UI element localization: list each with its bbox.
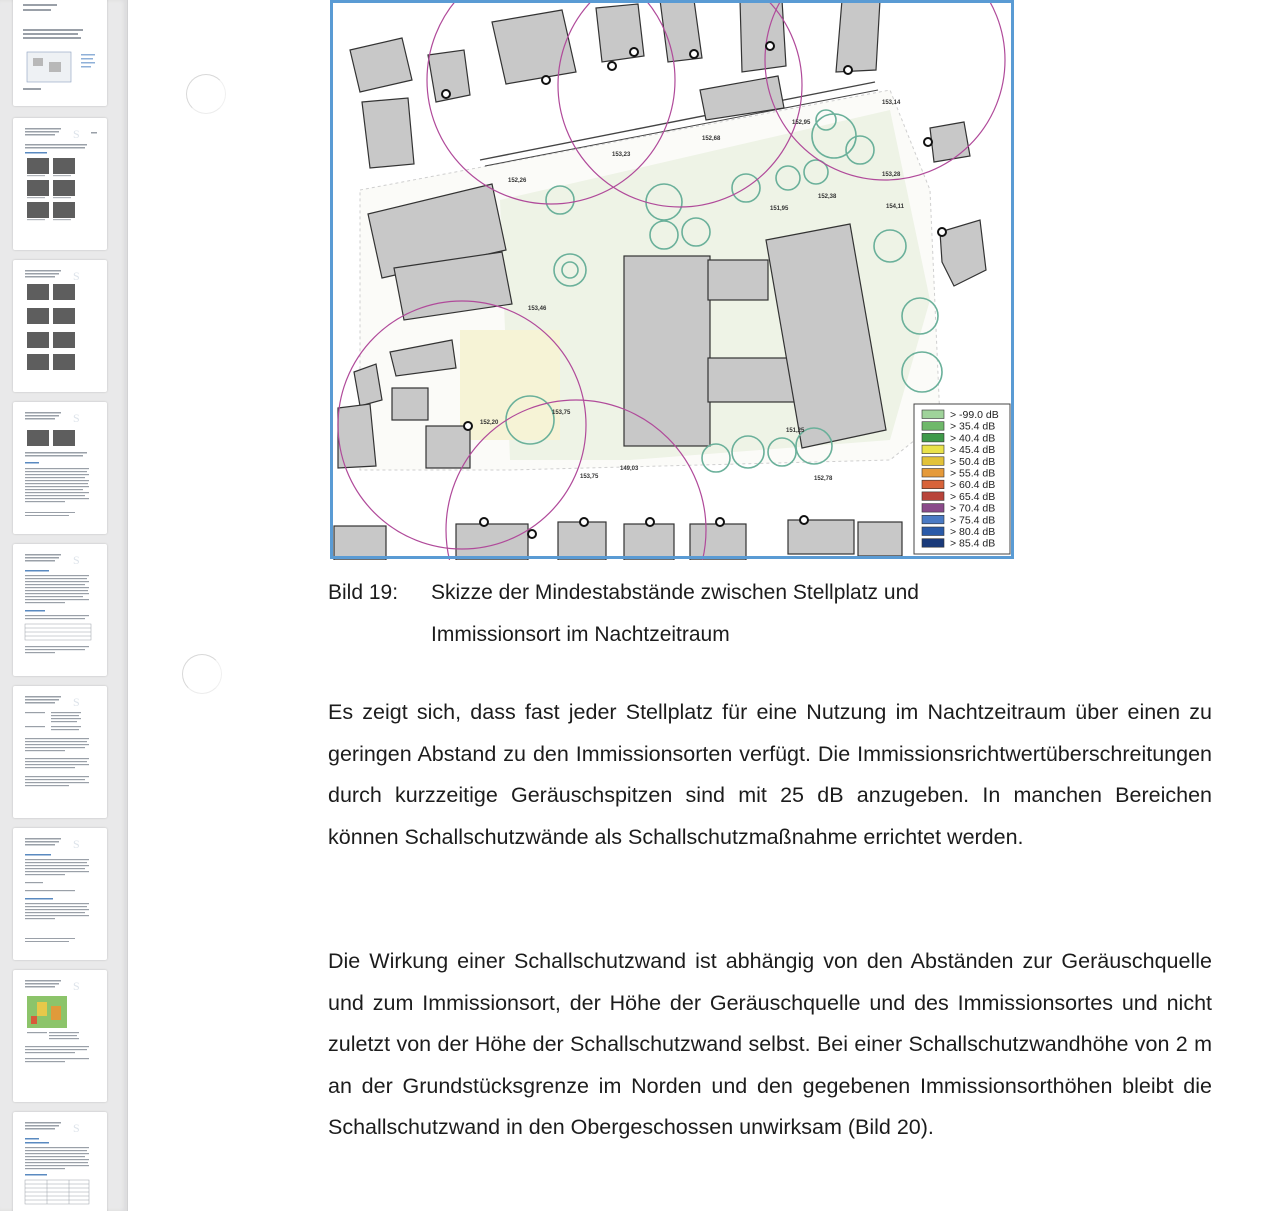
svg-text:S: S (73, 553, 80, 567)
page-thumbnail[interactable] (13, 260, 107, 392)
height-label: 153,28 (882, 172, 901, 178)
body-paragraph: Es zeigt sich, dass fast jeder Stellplatz für eine Nutzung im Nachtzeitraum über einen zu geringen Abstand zu den Immissionsorten verfügt. Die Immissionsrichtwertüberschreitungen durch kurzzeitige Geräuschspitzen sind mit 25 dB anzugeben. In manchen Bereichen können Schallschutzwände als Schallschutzmaßnahme errichtet werden. (328, 700, 1212, 849)
thumbnail-preview (13, 970, 107, 1102)
legend-label: > 65.4 dB (950, 490, 996, 503)
thumbnail-preview (13, 402, 107, 534)
svg-text:S: S (73, 1121, 80, 1135)
height-label: 153,23 (612, 152, 631, 158)
legend-label: > 80.4 dB (950, 526, 996, 538)
legend-swatch (922, 480, 944, 489)
page-thumbnail[interactable] (13, 402, 107, 534)
page-thumbnail[interactable] (13, 1112, 107, 1211)
thumbnail-preview (13, 0, 107, 106)
height-label: 149,03 (620, 466, 639, 472)
body-paragraph: Die Wirkung einer Schallschutzwand ist abhängig von den Abständen zur Geräuschquelle und zum Immissionsort, der Höhe der Geräuschquelle und des Immissionsortes und nicht zuletzt von der Höhe der Schallschutzwand selbst. Bei einer Schallschutzwandhöhe von 2 m an der Grundstücksgrenze im Norden und den gegebenen Immissionsorthöhen bleibt die Schallschutzwand in den Obergeschossen unwirksam (Bild 20). (328, 949, 1212, 1140)
thumbnail-preview (13, 260, 107, 392)
legend-swatch (922, 492, 944, 501)
site-plan-figure (330, 0, 1014, 560)
legend-label: > 45.4 dB (950, 444, 996, 457)
legend (914, 404, 1010, 554)
thumbnail-preview (13, 544, 107, 676)
svg-text:S: S (73, 837, 80, 851)
legend-swatch (922, 504, 944, 512)
height-label: 151,25 (786, 428, 805, 434)
page-thumbnail[interactable] (13, 828, 107, 960)
height-label: 152,78 (814, 476, 833, 482)
caption-text: Skizze der Mindestabstände zwischen Stellplatz und Immissionsort im Nachtzeitraum (431, 581, 919, 646)
legend-label: > 50.4 dB (950, 455, 996, 468)
page-thumbnail[interactable] (13, 0, 107, 106)
height-label: 153,75 (580, 474, 599, 480)
thumbnail-sidebar[interactable] (0, 0, 128, 1211)
legend-swatch (922, 469, 944, 478)
legend-label: > 60.4 dB (950, 479, 996, 492)
height-label: 153,46 (528, 306, 547, 312)
legend-swatch (922, 539, 944, 548)
page-thumbnail[interactable] (13, 544, 107, 676)
legend-label: > 55.4 dB (950, 467, 996, 480)
page-thumbnail[interactable] (13, 686, 107, 818)
height-label: 152,20 (480, 420, 499, 426)
legend-swatch (922, 410, 944, 419)
legend-label: > 70.4 dB (950, 502, 996, 515)
legend-swatch (922, 422, 944, 431)
site-plan-map (330, 0, 1014, 560)
punch-hole (186, 74, 226, 114)
height-label: 152,68 (702, 136, 721, 142)
legend-label: > 35.4 dB (950, 420, 996, 433)
height-label: 152,95 (792, 120, 811, 126)
thumbnail-preview (13, 828, 107, 960)
svg-text:S: S (73, 127, 80, 141)
legend-swatch (922, 457, 944, 466)
page-thumbnail[interactable] (13, 970, 107, 1102)
svg-text:S: S (73, 269, 80, 283)
punch-hole (182, 654, 222, 694)
svg-text:S: S (73, 695, 80, 709)
height-label: 151,95 (770, 206, 789, 212)
legend-swatch (922, 515, 944, 524)
thumbnail-preview (13, 1112, 107, 1211)
document-page (134, 0, 1280, 1211)
legend-swatch (922, 527, 944, 536)
svg-text:S: S (73, 411, 80, 425)
legend-label: > 75.4 dB (950, 514, 996, 527)
legend-swatch (922, 433, 944, 442)
height-label: 153,75 (552, 410, 571, 416)
legend-swatch (922, 445, 944, 454)
svg-text:S: S (73, 979, 80, 993)
thumbnail-preview (13, 686, 107, 818)
legend-label: > 40.4 dB (950, 432, 996, 445)
height-label: 152,38 (818, 194, 837, 200)
legend-label: > -99.0 dB (950, 409, 999, 421)
height-label: 154,11 (886, 204, 905, 210)
thumbnail-preview (13, 118, 107, 250)
caption-number: Bild 19: (328, 581, 399, 604)
page-thumbnail[interactable] (13, 118, 107, 250)
height-label: 152,26 (508, 178, 527, 184)
legend-label: > 85.4 dB (950, 537, 996, 550)
height-label: 153,14 (882, 100, 901, 106)
